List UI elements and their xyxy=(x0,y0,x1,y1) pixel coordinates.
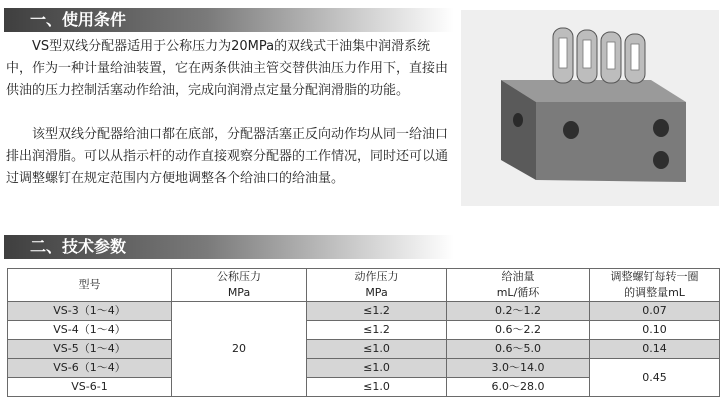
port-3 xyxy=(653,151,669,169)
header-pressure: 公称压力 MPa xyxy=(172,269,307,302)
cell-adjust: 0.14 xyxy=(590,340,720,359)
cell-action: ≤1.2 xyxy=(307,321,447,340)
table-row xyxy=(8,340,720,359)
header-model: 型号 xyxy=(8,269,172,302)
cell-model: VS-3（1～4） xyxy=(8,302,172,321)
cell-action: ≤1.0 xyxy=(307,340,447,359)
table-row xyxy=(8,359,720,378)
table-header-row xyxy=(8,269,720,302)
cell-model: VS-5（1～4） xyxy=(8,340,172,359)
cell-supply: 0.6～2.2 xyxy=(447,321,590,340)
cell-supply: 0.2～1.2 xyxy=(447,302,590,321)
header-action: 动作压力 MPa xyxy=(307,269,447,302)
header-supply: 给油量 mL/循环 xyxy=(447,269,590,302)
product-photo xyxy=(461,10,719,206)
header-adjust: 调整螺钉每转一圈 的调整量mL xyxy=(590,269,720,302)
cell-supply: 6.0～28.0 xyxy=(447,378,590,397)
section-title-usage: 一、使用条件 xyxy=(4,8,454,32)
usage-paragraph-2: 该型双线分配器给油口都在底部，分配器活塞正反向动作均从同一给油口排出润滑脂。可以从指示杆的动作直接观察分配器的工作情况，同时还可以通过调整螺钉在规定范围内方便地调整各个给油口的给油量。 xyxy=(6,127,449,186)
cell-action: ≤1.0 xyxy=(307,378,447,397)
cell-model: VS-4（1～4） xyxy=(8,321,172,340)
port-side xyxy=(513,113,523,127)
cell-adjust: 0.10 xyxy=(590,321,720,340)
section-title-tech-params: 二、技术参数 xyxy=(4,235,454,259)
cell-model: VS-6-1 xyxy=(8,378,172,397)
block-front-face xyxy=(536,102,686,182)
port-2 xyxy=(653,119,669,137)
cell-adjust-shared: 0.45 xyxy=(590,359,720,397)
cell-action: ≤1.0 xyxy=(307,359,447,378)
cell-supply: 3.0～14.0 xyxy=(447,359,590,378)
cell-action: ≤1.2 xyxy=(307,302,447,321)
cell-nominal-pressure: 20 xyxy=(172,302,307,397)
cell-supply: 0.6～5.0 xyxy=(447,340,590,359)
table-row xyxy=(8,321,720,340)
cell-adjust: 0.07 xyxy=(590,302,720,321)
usage-paragraph-1: VS型双线分配器适用于公称压力为20MPa的双线式干油集中润滑系统中，作为一种计量给油装置，它在两条供油主管交替供油压力作用下，直接由供油的压力控制活塞动作给油，完成向润滑点定量分配润滑脂的功能。 xyxy=(6,39,449,98)
table-row xyxy=(8,302,720,321)
port-1 xyxy=(563,121,579,139)
cell-model: VS-6（1～4） xyxy=(8,359,172,378)
tech-params-table xyxy=(7,268,720,397)
